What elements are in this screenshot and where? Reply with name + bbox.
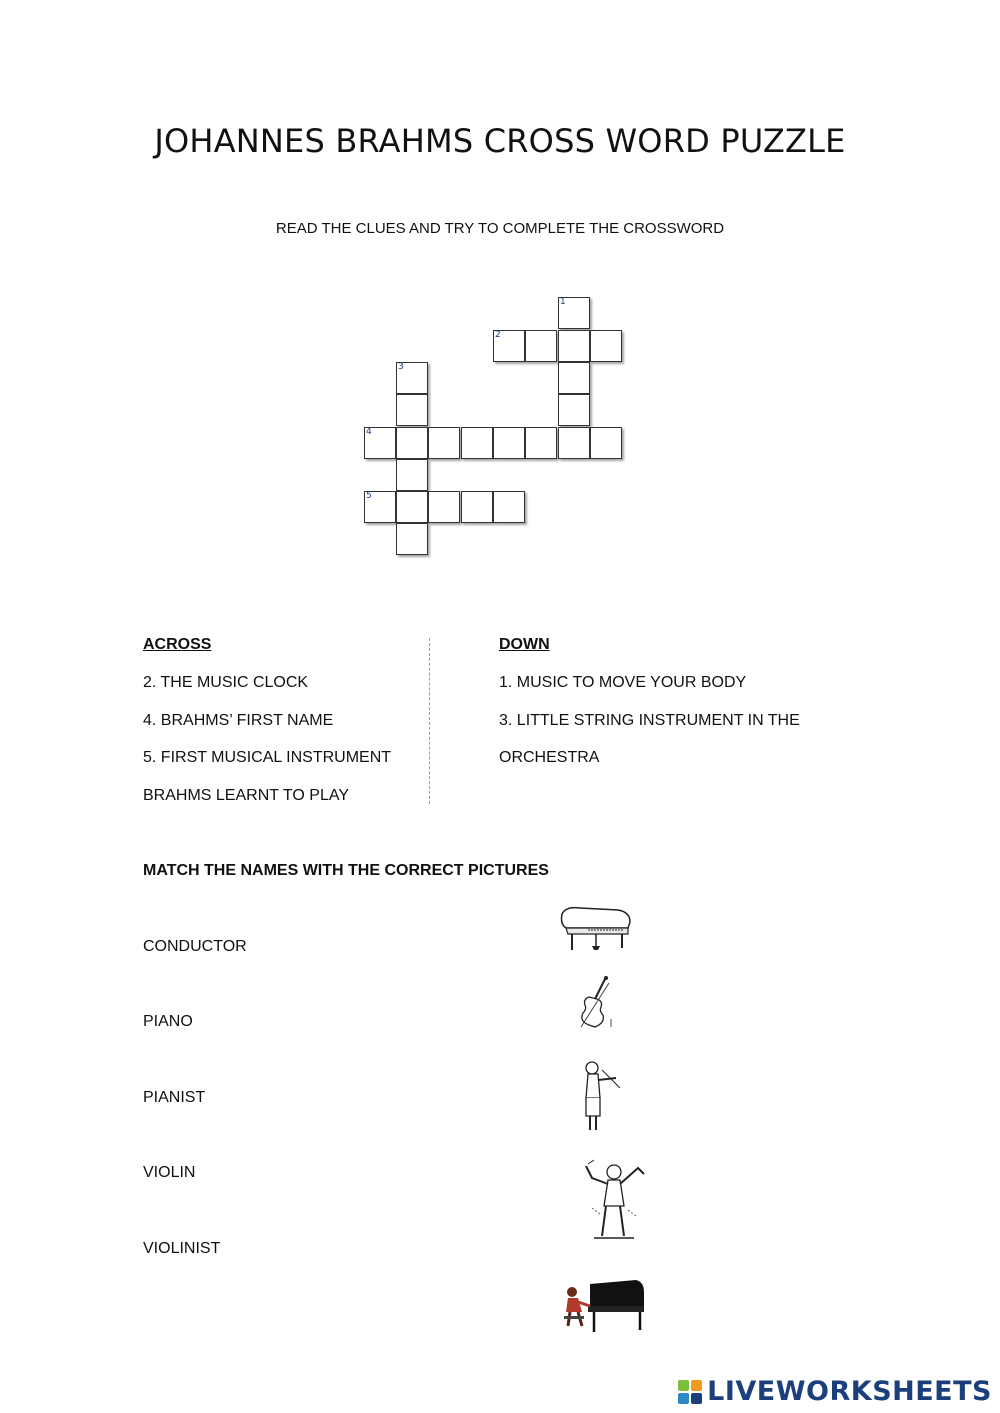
crossword-cell[interactable] <box>428 491 460 523</box>
liveworksheets-logo-icon <box>677 1379 703 1405</box>
clue-number: 3 <box>398 362 404 372</box>
crossword-cell[interactable] <box>558 330 590 362</box>
footer-brand <box>677 1376 992 1407</box>
page-title: JOHANNES BRAHMS CROSS WORD PUZZLE <box>154 122 846 160</box>
crossword-cell[interactable] <box>590 330 622 362</box>
match-name[interactable]: CONDUCTOR <box>143 938 247 955</box>
crossword-cell[interactable] <box>525 427 557 459</box>
grand-piano-icon[interactable] <box>558 900 638 955</box>
crossword-cell[interactable] <box>396 523 428 555</box>
across-clue: 5. FIRST MUSICAL INSTRUMENT <box>143 749 392 766</box>
crossword-cell[interactable] <box>396 459 428 491</box>
crossword-cell[interactable] <box>396 427 428 459</box>
down-clue: 1. MUSIC TO MOVE YOUR BODY <box>499 674 747 691</box>
crossword-cell[interactable] <box>396 491 428 523</box>
clue-number: 2 <box>495 330 501 340</box>
instructions: READ THE CLUES AND TRY TO COMPLETE THE CROSSWORD <box>275 220 725 237</box>
across-heading: ACROSS <box>143 636 212 653</box>
clue-number: 1 <box>560 297 566 307</box>
crossword-cell[interactable] <box>525 330 557 362</box>
crossword-cell[interactable] <box>396 362 428 394</box>
match-title: MATCH THE NAMES WITH THE CORRECT PICTURES <box>143 862 549 879</box>
brand-name: LIVEWORKSHEETS <box>707 1376 992 1407</box>
across-clue: BRAHMS LEARNT TO PLAY <box>143 787 349 804</box>
crossword-cell[interactable] <box>558 362 590 394</box>
clue-number: 4 <box>366 427 372 437</box>
crossword-cell[interactable] <box>364 491 396 523</box>
across-clue: 2. THE MUSIC CLOCK <box>143 674 309 691</box>
column-divider <box>429 638 430 804</box>
crossword-cell[interactable] <box>428 427 460 459</box>
down-clue: ORCHESTRA <box>499 749 600 766</box>
conductor-icon[interactable] <box>580 1158 650 1243</box>
crossword-cell[interactable] <box>493 427 525 459</box>
crossword-cell[interactable] <box>461 491 493 523</box>
crossword-cell[interactable] <box>558 394 590 426</box>
violinist-icon[interactable] <box>578 1058 623 1133</box>
crossword-grid <box>0 0 1000 600</box>
violin-icon[interactable] <box>575 975 615 1030</box>
crossword-cell[interactable] <box>493 330 525 362</box>
crossword-cell[interactable] <box>396 394 428 426</box>
crossword-cell[interactable] <box>493 491 525 523</box>
across-clue: 4. BRAHMS’ FIRST NAME <box>143 712 334 729</box>
match-name[interactable]: PIANIST <box>143 1089 206 1106</box>
match-name[interactable]: PIANO <box>143 1013 193 1030</box>
crossword-cell[interactable] <box>364 427 396 459</box>
crossword-cell[interactable] <box>558 297 590 329</box>
clue-number: 5 <box>366 491 372 501</box>
pianist-icon[interactable] <box>560 1278 646 1334</box>
crossword-cell[interactable] <box>461 427 493 459</box>
crossword-cell[interactable] <box>590 427 622 459</box>
match-name[interactable]: VIOLINIST <box>143 1240 221 1257</box>
crossword-cell[interactable] <box>558 427 590 459</box>
down-heading: DOWN <box>499 636 550 653</box>
down-clue: 3. LITTLE STRING INSTRUMENT IN THE <box>499 712 800 729</box>
match-name[interactable]: VIOLIN <box>143 1164 196 1181</box>
